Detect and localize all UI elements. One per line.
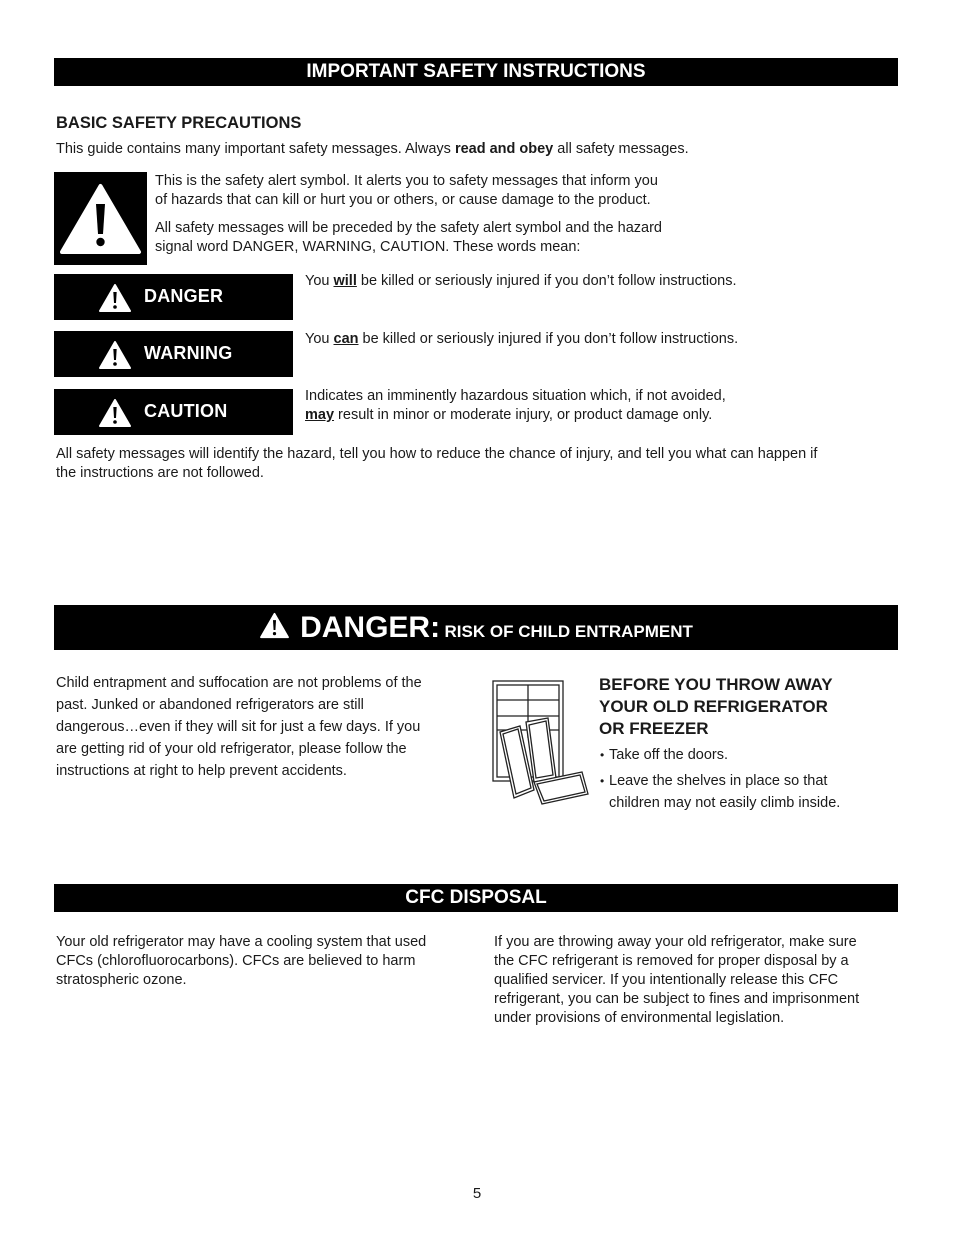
basic-heading: BASIC SAFETY PRECAUTIONS <box>56 114 302 132</box>
refrigerator-illustration <box>490 678 592 810</box>
danger-word: DANGER: <box>300 611 441 644</box>
section-title: IMPORTANT SAFETY INSTRUCTIONS <box>306 61 646 82</box>
section-header-safety <box>54 58 898 86</box>
safety-alert-symbol <box>54 172 147 265</box>
warning-meaning: You can be killed or seriously injured if you don’t follow instructions. <box>305 331 739 347</box>
signal-warning-box <box>54 331 293 377</box>
signal-word: DANGER <box>144 286 224 306</box>
list-item: • Take off the doors. <box>600 747 729 763</box>
section-title: CFC DISPOSAL <box>405 887 547 908</box>
signal-danger-box <box>54 274 293 320</box>
throw-away-bullets <box>599 744 840 814</box>
safety-summary: All safety messages will identify the hazard, tell you how to reduce the chance of injury, and tell you what can happen if the instructions are not followed. <box>56 446 818 481</box>
throw-away-heading: BEFORE YOU THROW AWAY YOUR OLD REFRIGERATOR OR FREEZER <box>599 675 833 738</box>
alert-description: This is the safety alert symbol. It alerts you to safety messages that inform you of hazards that can kill or hurt you or others, or cause damage to the product. All safety messages will be preceded by the safety alert symbol and the hazard signal word DANGER, WARNING, CAUTION. These words mean: <box>155 173 662 255</box>
warning-triangle-icon <box>98 283 132 313</box>
danger-subtitle: RISK OF CHILD ENTRAPMENT <box>444 622 693 641</box>
entrapment-text: Child entrapment and suffocation are not problems of the past. Junked or abandoned refrigerators are still dangerous…even if they will sit for just a few days. If you are getting rid of your old refrigerator, please follow the instructions at right to help prevent accidents. <box>56 675 422 779</box>
page-number: 5 <box>472 1185 482 1202</box>
caution-meaning: Indicates an imminently hazardous situation which, if not avoided, may result in minor or moderate injury, or product damage only. <box>305 388 726 423</box>
signal-word: WARNING <box>144 343 233 363</box>
cfc-left-text: Your old refrigerator may have a cooling system that used CFCs (chlorofluorocarbons). CFCs are believed to harm stratospheric ozone. <box>56 934 427 988</box>
warning-triangle-icon <box>259 612 290 639</box>
danger-meaning: You will be killed or seriously injured if you don’t follow instructions. <box>305 273 737 289</box>
basic-intro: This guide contains many important safety messages. Always read and obey all safety messages. <box>56 141 689 157</box>
signal-word: CAUTION <box>144 401 228 421</box>
cfc-right-text: If you are throwing away your old refrigerator, make sure the CFC refrigerant is removed for proper disposal by a qualified servicer. If you intentionally release this CFC refrigerant, you can be subject to fines and imprisonment under provisions of environmental legislation. <box>494 934 860 1026</box>
list-item: • Leave the shelves in place so that children may not easily climb inside. <box>600 773 841 811</box>
danger-banner <box>54 605 898 650</box>
signal-caution-box <box>54 389 293 435</box>
warning-triangle-icon <box>98 398 132 428</box>
section-header-cfc <box>54 884 898 912</box>
warning-triangle-icon <box>54 172 147 265</box>
warning-triangle-icon <box>98 340 132 370</box>
